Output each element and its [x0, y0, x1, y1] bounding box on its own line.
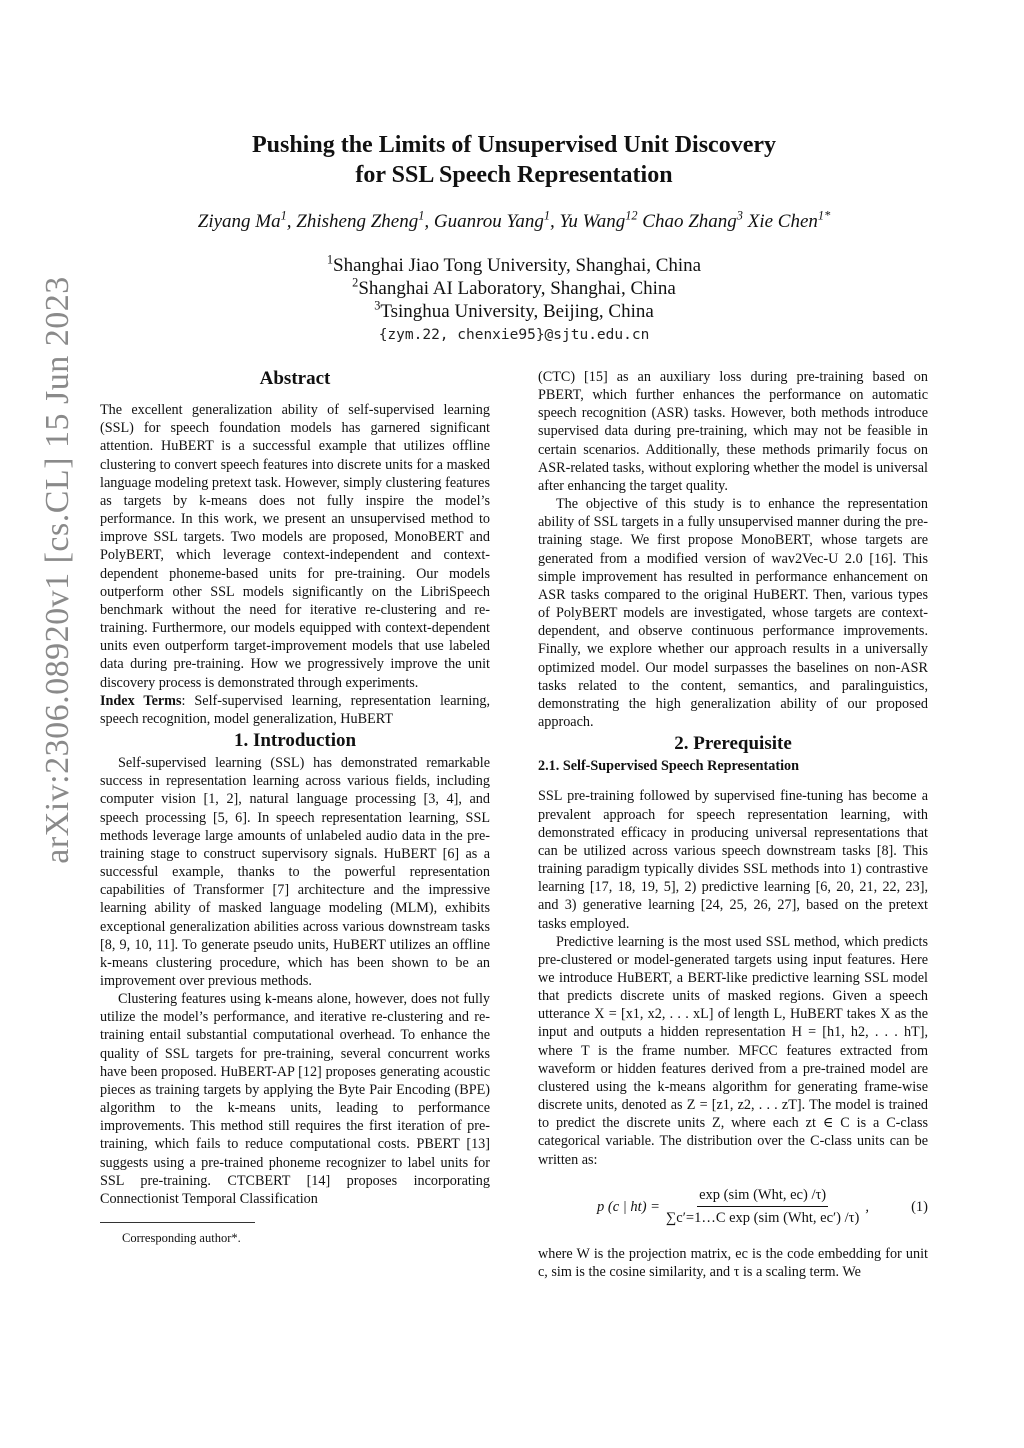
abstract-text: The excellent generalization ability of self-supervised learning (SSL) for speech foundation models has garnered significant attention. HuBERT is a successful example that utilizes offline clustering to convert speech features into discrete units for a masked language modeling pretext task. However, simply clustering features as targets by k-means does not fully inspire the model’s performance. In this work, we present an unsupervised method to improve SSL targets. Two models are proposed, MonoBERT and PolyBERT, which leverage context-independent and context-dependent phoneme-based units for pre-training. Our models outperform other SSL models significantly on the LibriSpeech benchmark without the need for iterative re-clustering and re-training. Furthermore, our models equipped with context-dependent units even outperform target-improvement models that use labeled data during pre-training. How we progressively improve the unit discovery process is demonstrated through experiments. — [100, 402, 490, 691]
footnote-divider — [100, 1222, 255, 1223]
equation-trail: , — [865, 1198, 869, 1215]
introduction-heading: 1. Introduction — [233, 729, 357, 751]
intro-paragraph-continued: (CTC) [15] as an auxiliary loss during pre-training based on PBERT, which further enhances the performance on automatic speech recognition (ASR) tasks. However, both methods introduce supervised data during pre-training, which may not be feasible in certain scenarios. Additionally, these methods primarily focus on ASR-related tasks, without exploring whether the model is universal after enhancing the target quality. — [538, 369, 928, 494]
intro-paragraph-1: Self-supervised learning (SSL) has demonstrated remarkable success in representation learning across various fields, including computer vision [1, 2], natural language processing [3, 4], and speech processing [5, 6]. In speech representation learning, SSL methods leverage large amounts of unlabeled audio data in the pre-training stage to construct supervisory signals. HuBERT [6] as a successful example, thanks to the powerful representation capabilities of Transformer [7] architecture and the impressive learning ability of masked language modeling (MLM), exhibits exceptional generalization abilities across various downstream tasks [8, 9, 10, 11]. To generate pseudo units, HuBERT utilizes an offline k-means clustering procedure, which has been shown to be an improvement over previous methods. — [100, 755, 490, 989]
author: Ziyang Ma$^1$, — [197, 208, 297, 232]
index-terms — [100, 692, 490, 728]
ssl-paragraph-1: SSL pre-training followed by supervised fine-tuning has become a prevalent approach for speech representation learning, with demonstrated efficacy in producing universal representations that can be utilized across various speech downstream tasks [8]. This training paradigm typically divides SSL methods into 1) contrastive learning [17, 18, 19, 5], 2) predictive learning [6, 20, 21, 22, 23], and 3) generative learning [24, 25, 26, 27], based on the pretext tasks employed. — [538, 788, 928, 932]
affiliation-list — [100, 254, 928, 323]
intro-paragraph-3: The objective of this study is to enhance the representation ability of SSL targets in a fully unsupervised manner during the pre-training stage. We first propose MonoBERT, whose targets are generated from a modified version of wav2Vec-U 2.0 [16]. This simple improvement has resulted in performance enhancement on ASR tasks compared to the original HuBERT. Then, various types of PolyBERT models are investigated, whose targets are context-dependent, and observe continuous performance improvements. Finally, we explore whether our approach results in a universally optimized model. Our model surpasses the baselines on non-ASR tasks related to the content, semantics, and paralinguistics, demonstrating the high generalization ability of our proposed approach. — [538, 496, 928, 730]
equation-body — [597, 1186, 869, 1227]
author: Chao Zhang$^3$ — [642, 208, 743, 232]
author-email[interactable]: {zym.22, chenxie95}@sjtu.edu.cn — [378, 327, 650, 343]
left-column — [100, 368, 490, 1247]
intro-paragraph-2: Clustering features using k-means alone, however, does not fully utilize the model’s performance, and iterative re-clustering and re-training entail substantial computational overhead. To enhance the quality of SSL targets for pre-training, several concurrent works have been proposed. HuBERT-AP [12] proposes generating acoustic pieces as training targets by applying the Byte Pair Encoding (BPE) algorithm to the k-means units, leading to performance improvements. This method still requires the first iteration of pre-training, which fails to reduce computational costs. PBERT [13] suggests using a pre-trained phoneme recognizer to label units for SSL pre-training. CTCBERT [14] proposes incorporating Connectionist Temporal Classification — [100, 991, 490, 1207]
equation-lhs: p (c | ht) = — [597, 1198, 660, 1215]
author: Xie Chen$^{1*}$ — [747, 208, 831, 232]
paper-title — [100, 130, 928, 190]
ssl-paragraph-2: Predictive learning is the most used SSL method, which predicts pre-clustered or model-generated targets using input features. Here we introduce HuBERT, a BERT-like predictive learning SSL model that predicts discrete units of masked regions. Given a speech utterance X = [x1, x2, . . . xL] of length L, HuBERT takes X as the input and outputs a hidden representation H = [h1, h2, . . . hT], where T is the frame number. MFCC features extracted from waveform or hidden features derived from a pre-trained model are clustered using the k-means algorithm for generating frame-wise discrete units, denoted as Z = [z1, z2, . . . zT]. The model is trained to predict the discrete units Z, where each zt ∈ C is a C-class categorical variable. The distribution over the C-class units can be written as: — [538, 933, 928, 1168]
equation-numerator: exp (sim (Wht, ec) /τ) — [697, 1186, 828, 1207]
ssl-paragraph-3: where W is the projection matrix, ec is the code embedding for unit c, sim is the cosine similarity, and τ is a scaling term. We — [538, 1245, 928, 1280]
author: Yu Wang$^{12}$ — [559, 208, 638, 232]
right-column — [538, 368, 928, 1281]
index-terms-label: Index Terms — [100, 692, 182, 709]
title-line-2: for SSL Speech Representation — [355, 162, 673, 188]
author: Zhisheng Zheng$^1$, — [296, 208, 434, 232]
footnote-corresponding-author: Corresponding author*. — [122, 1231, 241, 1246]
equation-fraction — [666, 1186, 859, 1227]
equation-number: (1) — [911, 1198, 928, 1215]
prerequisite-heading: 2. Prerequisite — [674, 733, 792, 755]
title-line-1: Pushing the Limits of Unsupervised Unit Discovery — [251, 132, 777, 158]
author: Guanrou Yang$^1$, — [433, 208, 560, 232]
index-terms-text: : Self-supervised learning, representation learning, speech recognition, model generalization, HuBERT — [100, 692, 490, 727]
equation-1 — [538, 1187, 928, 1227]
equation-denominator: ∑c′=1…C exp (sim (Wht, ec′) /τ) — [665, 1210, 860, 1227]
subsection-heading: 2.1. Self-Supervised Speech Representation — [538, 758, 800, 775]
abstract-heading: Abstract — [259, 368, 331, 389]
affiliation: $^3$Tsinghua University, Beijing, China — [374, 298, 654, 322]
affiliation: $^1$Shanghai Jiao Tong University, Shanghai, China — [326, 252, 702, 276]
author-list — [100, 208, 928, 233]
affiliation: $^2$Shanghai AI Laboratory, Shanghai, China — [352, 275, 676, 299]
arxiv-identifier[interactable]: arXiv:2306.08920v1 [cs.CL] 15 Jun 2023 — [39, 276, 76, 864]
